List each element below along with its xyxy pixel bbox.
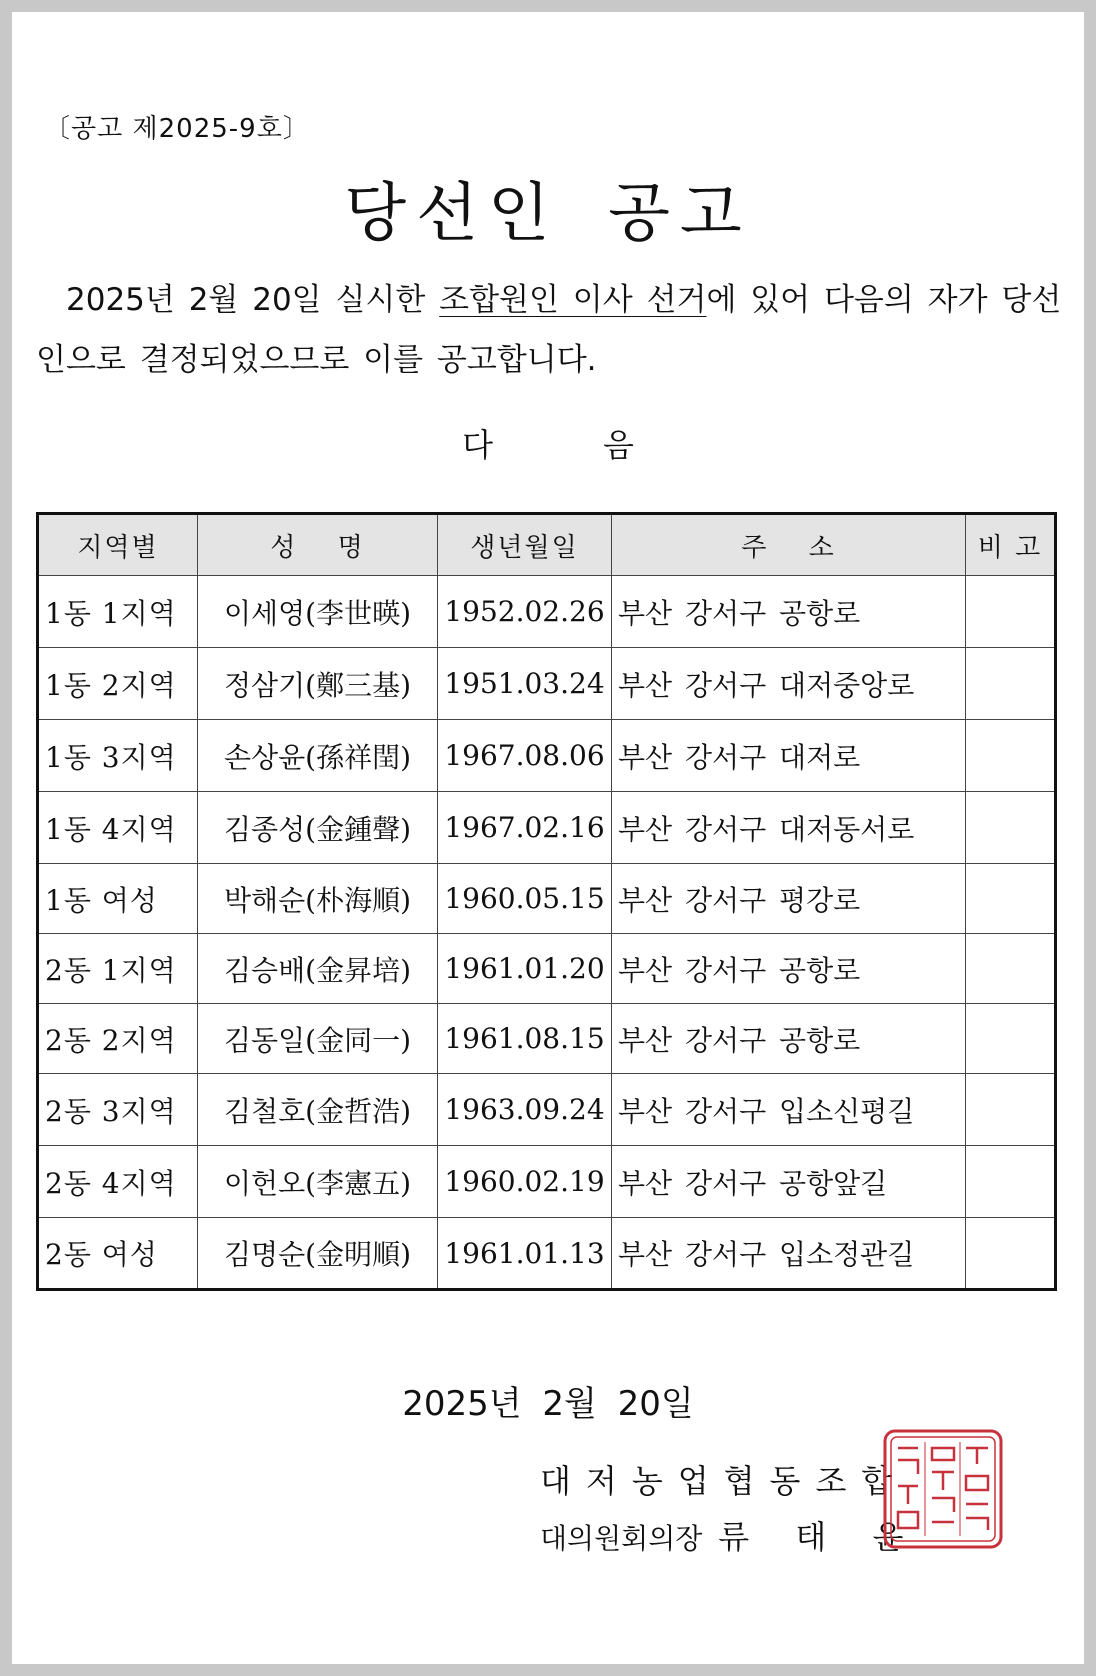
section-heading xyxy=(12,420,1084,466)
cell-address: 부산 강서구 공항로 xyxy=(612,576,966,648)
cell-address: 부산 강서구 대저중앙로 xyxy=(612,648,966,720)
cell-name: 정삼기(鄭三基) xyxy=(198,648,438,720)
cell-birth: 1961.01.13 xyxy=(438,1218,612,1290)
notice-date: 2025년 2월 20일 xyxy=(402,1384,694,1424)
cell-region: 1동 4지역 xyxy=(38,792,198,864)
table-row xyxy=(38,792,1056,864)
table-header-row xyxy=(38,514,1056,576)
cell-address: 부산 강서구 공항앞길 xyxy=(612,1146,966,1218)
cell-name: 김동일(金同一) xyxy=(198,1004,438,1074)
table-row xyxy=(38,1218,1056,1290)
header-address: 주 소 xyxy=(612,514,966,576)
table-row xyxy=(38,1146,1056,1218)
header-note: 비 고 xyxy=(966,514,1056,576)
cell-address: 부산 강서구 공항로 xyxy=(612,934,966,1004)
cell-birth: 1961.01.20 xyxy=(438,934,612,1004)
page-title: 당선인 공고 xyxy=(344,177,752,251)
table-row xyxy=(38,1074,1056,1146)
table-row xyxy=(38,934,1056,1004)
notice-page xyxy=(12,12,1084,1664)
table-row xyxy=(38,1004,1056,1074)
cell-note xyxy=(966,1218,1056,1290)
cell-birth: 1963.09.24 xyxy=(438,1074,612,1146)
intro-text-before: 2025년 2월 20일 실시한 xyxy=(66,282,440,318)
table-row xyxy=(38,576,1056,648)
cell-address: 부산 강서구 대저동서로 xyxy=(612,792,966,864)
section-heading-left: 다 xyxy=(462,426,493,464)
cell-region: 1동 2지역 xyxy=(38,648,198,720)
cell-address: 부산 강서구 공항로 xyxy=(612,1004,966,1074)
cell-birth: 1951.03.24 xyxy=(438,648,612,720)
cell-note xyxy=(966,934,1056,1004)
intro-text-after: 에 있어 다음의 자가 당선인으로 결정되었으므로 이를 공고합니다. xyxy=(36,282,1062,378)
cell-name: 손상윤(孫祥閏) xyxy=(198,720,438,792)
organization-name: 대저농업협동조합 xyxy=(540,1462,908,1500)
elected-roster-table xyxy=(36,512,1057,1291)
header-birth: 생년월일 xyxy=(438,514,612,576)
signer-line xyxy=(540,1512,921,1558)
signer-title: 대의원회의장 xyxy=(540,1522,703,1555)
cell-name: 김종성(金鍾聲) xyxy=(198,792,438,864)
cell-name: 이세영(李世暎) xyxy=(198,576,438,648)
cell-birth: 1967.02.16 xyxy=(438,792,612,864)
intro-election-name: 조합원인 이사 선거 xyxy=(439,282,707,318)
cell-note xyxy=(966,576,1056,648)
cell-name: 김철호(金哲浩) xyxy=(198,1074,438,1146)
cell-address: 부산 강서구 대저로 xyxy=(612,720,966,792)
cell-region: 1동 3지역 xyxy=(38,720,198,792)
cell-region: 2동 3지역 xyxy=(38,1074,198,1146)
cell-region: 1동 1지역 xyxy=(38,576,198,648)
cell-name: 김명순(金明順) xyxy=(198,1218,438,1290)
cell-note xyxy=(966,648,1056,720)
cell-note xyxy=(966,720,1056,792)
cell-birth: 1960.05.15 xyxy=(438,864,612,934)
cell-birth: 1967.08.06 xyxy=(438,720,612,792)
cell-note xyxy=(966,792,1056,864)
cell-name: 김승배(金昇培) xyxy=(198,934,438,1004)
notice-number: 〔공고 제2025-9호〕 xyxy=(44,114,310,144)
cell-name: 이헌오(李憲五) xyxy=(198,1146,438,1218)
cell-region: 1동 여성 xyxy=(38,864,198,934)
cell-birth: 1952.02.26 xyxy=(438,576,612,648)
cell-address: 부산 강서구 입소정관길 xyxy=(612,1218,966,1290)
cell-region: 2동 여성 xyxy=(38,1218,198,1290)
cell-birth: 1960.02.19 xyxy=(438,1146,612,1218)
signer-name: 류 태 윤 xyxy=(718,1518,922,1556)
intro-paragraph xyxy=(36,270,1066,390)
table-row xyxy=(38,720,1056,792)
cell-birth: 1961.08.15 xyxy=(438,1004,612,1074)
header-name: 성 명 xyxy=(198,514,438,576)
cell-region: 2동 1지역 xyxy=(38,934,198,1004)
cell-region: 2동 4지역 xyxy=(38,1146,198,1218)
cell-address: 부산 강서구 입소신평길 xyxy=(612,1074,966,1146)
table-row xyxy=(38,864,1056,934)
section-heading-right: 음 xyxy=(603,426,634,464)
cell-note xyxy=(966,1146,1056,1218)
cell-note xyxy=(966,1004,1056,1074)
cell-note xyxy=(966,864,1056,934)
header-region: 지역별 xyxy=(38,514,198,576)
cell-note xyxy=(966,1074,1056,1146)
table-row xyxy=(38,648,1056,720)
cell-address: 부산 강서구 평강로 xyxy=(612,864,966,934)
cell-region: 2동 2지역 xyxy=(38,1004,198,1074)
official-seal-icon xyxy=(880,1426,1006,1552)
cell-name: 박해순(朴海順) xyxy=(198,864,438,934)
